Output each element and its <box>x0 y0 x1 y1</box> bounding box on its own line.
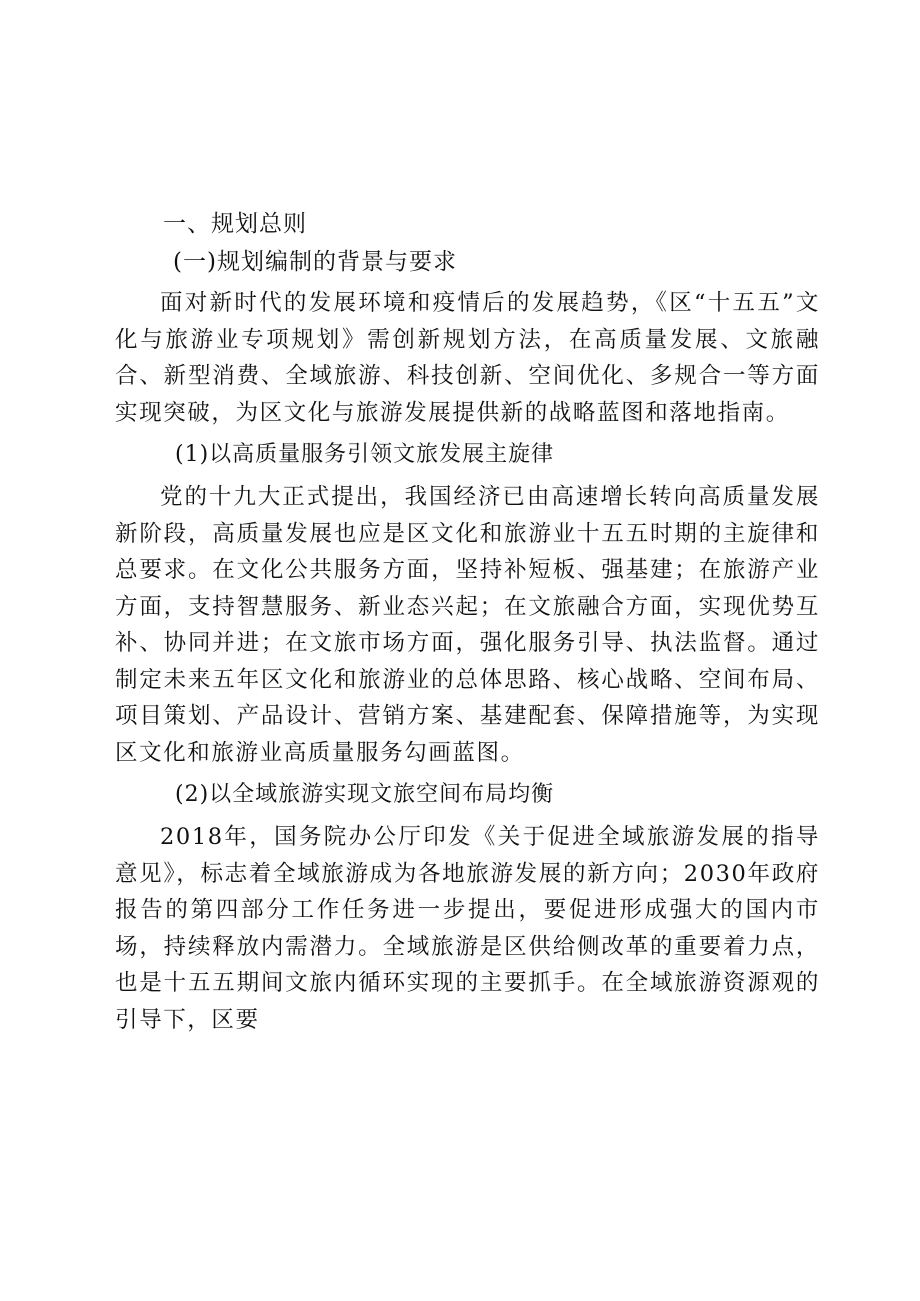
section-heading: 一、规划总则 <box>163 211 307 237</box>
subsection-heading: (一)规划编制的背景与要求 <box>173 249 457 275</box>
paragraph-high-quality: 党的十九大正式提出，我国经济已由高速增长转向高质量发展新阶段，高质量发展也应是区文化和旅游业十五五时期的主旋律和总要求。在文化公共服务方面，坚持补短板、强基建；在旅游产业方面，支持智慧服务、新业态兴起；在文旅融合方面，实现优势互补、协同并进；在文旅市场方面，强化服务引导、执法监督。通过制定未来五年区文化和旅游业的总体思路、核心战略、空间布局、项目策划、产品设计、营销方案、基建配套、保障措施等，为实现区文化和旅游业高质量服务勾画蓝图。 <box>115 484 820 766</box>
paragraph-background: 面对新时代的发展环境和疫情后的发展趋势，《区“十五五”文化与旅游业专项规划》需创新规划方法，在高质量发展、文旅融合、新型消费、全域旅游、科技创新、空间优化、多规合一等方面实现突破，为区文化与旅游发展提供新的战略蓝图和落地指南。 <box>115 290 820 426</box>
item-heading-all-area-tourism: (2)以全域旅游实现文旅空间布局均衡 <box>175 782 555 807</box>
item-heading-high-quality: (1)以高质量服务引领文旅发展主旋律 <box>175 442 555 467</box>
paragraph-all-area-tourism: 2018年，国务院办公厅印发《关于促进全域旅游发展的指导意见》，标志着全域旅游成为各地旅游发展的新方向；2030年政府报告的第四部分工作任务进一步提出，要促进形成强大的国内市场，持续释放内需潜力。全域旅游是区供给侧改革的重要着力点，也是十五五期间文旅内循环实现的主要抓手。在全域旅游资源观的引导下，区要 <box>115 824 820 1033</box>
document-body <box>115 205 820 1038</box>
